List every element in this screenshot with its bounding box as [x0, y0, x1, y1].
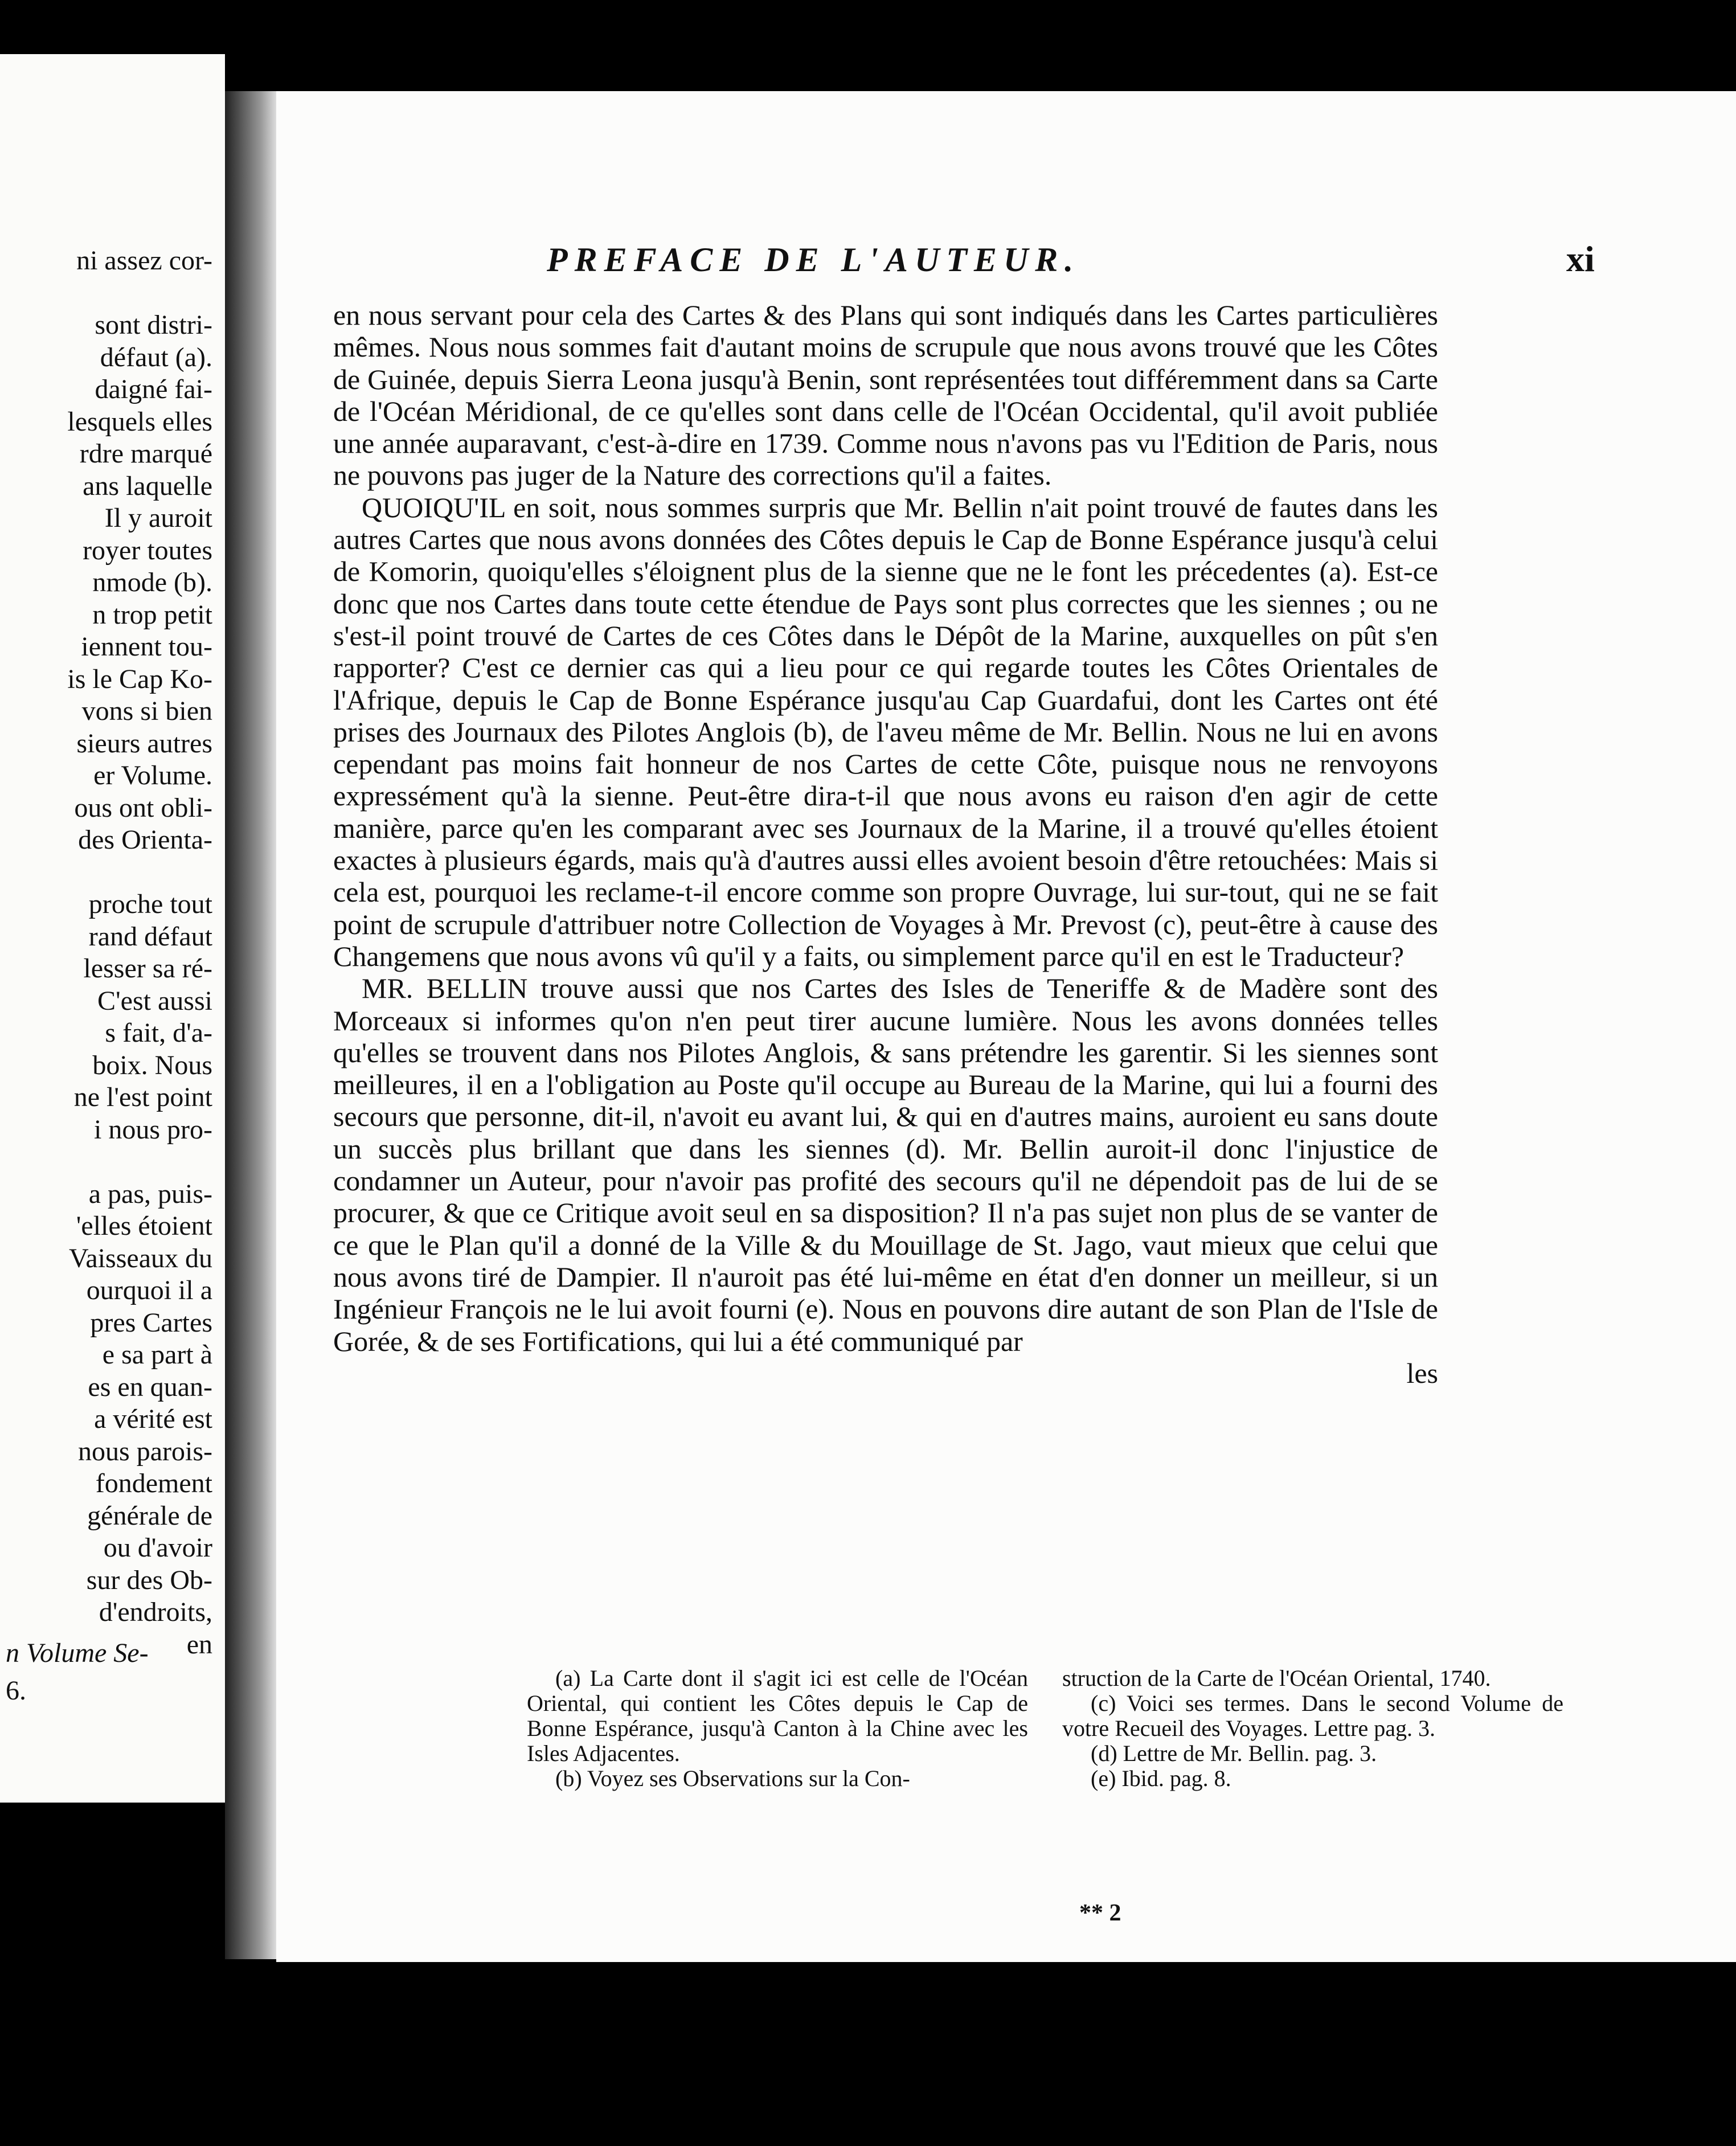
left-page-line: nmode (b).	[92, 567, 212, 597]
left-page-line: générale de	[87, 1500, 212, 1531]
left-page-line: Il y auroit	[104, 503, 212, 533]
footnote-b-continued: struction de la Carte de l'Océan Oriental, 1740.	[1062, 1665, 1491, 1691]
left-page-line: pres Cartes	[90, 1307, 212, 1338]
paragraph-2: QUOIQU'IL en soit, nous sommes surpris que Mr. Bellin n'ait point trouvé de fautes dans les autres Cartes que nous avons données des Côtes depuis le Cap de Bonne Espérance jusqu'à celui de Komorin, quoiqu'elles s'éloignent plus de la sienne que ne le font les précedentes (a). Est-ce donc que nos Cartes dans toute cette étendue de Pays sont plus correctes que les siennes ; ou ne s'est-il point trouvé de Cartes de ces Côtes dans le Dépôt de la Marine, auxquelles on pût s'en rapporter? C'est ce dernier cas qui a lieu pour ce qui regarde toutes les Côtes Orientales de l'Afrique, depuis le Cap de Bonne Espérance jusqu'au Cap Guardafui, dont les Cartes ont été prises des Journaux des Pilotes Anglois (b), de l'aveu même de Mr. Bellin. Nous ne lui en avons cependant pas moins fait honneur de nos Cartes de cette Côte, puisque nous ne renvoyons expressément qu'à la sienne. Peut-être dira-t-il que nous avons eu raison d'en agir de cette manière, parce qu'en les comparant avec ses Journaux de la Marine, il a trouvé qu'elles étoient exactes à plusieurs égards, mais qu'à d'autres aussi elles avoient besoin d'être retouchées: Mais si cela est, pourquoi les reclame-t-il encore comme son propre Ouvrage, lui sur-tout, qui ne se fait point de scrupule d'attribuer notre Collection de Voyages à Mr. Prevost (c), peut-être à cause des Changemens que nous avons vû qu'il y a faits, ou simplement parce qu'il en est le Traducteur?	[333, 491, 1438, 972]
left-page-line: en	[186, 1629, 212, 1660]
left-page-line: daigné fai-	[95, 374, 212, 404]
left-page-line: proche tout	[88, 889, 212, 919]
left-page-line: fondement	[95, 1468, 212, 1498]
left-page-line: a pas, puis-	[88, 1178, 212, 1209]
footnote-d: (d) Lettre de Mr. Bellin. pag. 3.	[1091, 1740, 1377, 1766]
running-title: PREFACE DE L'AUTEUR.	[547, 241, 1080, 279]
left-page-line: C'est aussi	[97, 985, 212, 1016]
footnote-e: (e) Ibid. pag. 8.	[1091, 1766, 1231, 1791]
left-page-line	[0, 857, 225, 889]
left-page-line	[0, 1146, 225, 1178]
book-gutter	[225, 91, 276, 1959]
left-page-footnote	[0, 1635, 225, 1710]
footnote-b: (b) Voyez ses Observations sur la Con-	[555, 1766, 910, 1791]
left-page-line: rdre marqué	[79, 439, 212, 469]
left-page-line: sieurs autres	[76, 728, 212, 759]
left-page-line: lesquels elles	[67, 406, 212, 437]
left-page-line: e sa part à	[102, 1340, 212, 1370]
footnotes-left-column	[527, 1666, 1028, 1791]
footnotes-right-column	[1062, 1666, 1563, 1791]
left-page-line: 'elles étoient	[76, 1211, 212, 1241]
left-page-line: d'endroits,	[99, 1597, 212, 1627]
left-page-line	[0, 277, 225, 310]
left-page-footnote-line: n Volume Se-	[6, 1638, 149, 1668]
left-page-line: n trop petit	[92, 599, 212, 630]
left-page-fragment	[0, 54, 225, 1803]
left-page-line: ne l'est point	[73, 1082, 212, 1112]
left-page-line: a vérité est	[94, 1404, 212, 1434]
left-page-line: is le Cap Ko-	[67, 664, 212, 694]
left-page-line: des Orienta-	[78, 825, 212, 855]
left-page-line: vons si bien	[81, 696, 212, 726]
paragraph-3: MR. BELLIN trouve aussi que nos Cartes des Isles de Teneriffe & de Madère sont des Morceaux si informes qu'on n'en peut tirer aucune lumière. Nous les avons données telles qu'elles se trouvent dans nos Pilotes Anglois, & sans prétendre les garentir. Si les siennes sont meilleures, il en a l'obligation au Poste qu'il occupe au Bureau de la Marine, qui lui a fourni des secours que personne, dit-il, n'avoit eu avant lui, & qui en d'autres mains, auroient eu sans doute un succès plus brillant que dans les siennes (d). Mr. Bellin auroit-il donc l'injustice de condamner un Auteur, pour n'avoir pas profité des secours qu'il ne dépendoit pas de lui de se procurer, & que ce Critique avoit seul en sa disposition? Il n'a pas sujet non plus de se vanter de ce que le Plan qu'il a donné de la Ville & du Mouillage de St. Jago, vaut mieux que celui que nous avons tiré de Dampier. Il n'auroit pas été lui-même en état d'en donner un meilleur, si un Ingénieur François ne le lui avoit fourni (e). Nous en pouvons dire autant de son Plan de l'Isle de Gorée, & de ses Fortifications, qui lui a été communiqué par	[333, 972, 1438, 1357]
left-page-line: ou d'avoir	[103, 1533, 212, 1563]
left-page-line: rand défaut	[88, 921, 212, 952]
left-page-text	[0, 245, 225, 1661]
left-page-line: i nous pro-	[94, 1114, 212, 1145]
left-page-line: s fait, d'a-	[105, 1018, 212, 1048]
left-page-line: er Volume.	[93, 760, 212, 791]
left-page-line: sur des Ob-	[86, 1565, 212, 1595]
left-page-line: boix. Nous	[92, 1050, 212, 1080]
left-page-line: ans laquelle	[83, 470, 212, 501]
left-page-line: ous ont obli-	[74, 792, 212, 823]
signature-mark: ** 2	[1079, 1900, 1121, 1926]
left-page-line: défaut (a).	[100, 342, 212, 372]
catchword: les	[1406, 1357, 1438, 1389]
left-page-line: nous parois-	[78, 1436, 212, 1467]
left-page-line: sont distri-	[95, 310, 212, 340]
paragraph-1: en nous servant pour cela des Cartes & des Plans qui sont indiqués dans les Cartes particulières mêmes. Nous nous sommes fait d'autant moins de scrupule que nous avons trouvé que les Côtes de Guinée, depuis Sierra Leona jusqu'à Benin, sont représentées tout différemment dans sa Carte de l'Océan Méridional, de ce qu'elles sont dans celle de l'Océan Occidental, qu'il avoit publiée une année auparavant, c'est-à-dire en 1739. Comme nous n'avons pas vu l'Edition de Paris, nous ne pouvons pas juger de la Nature des corrections qu'il a faites.	[333, 299, 1438, 492]
left-page-line: es en quan-	[88, 1371, 212, 1402]
left-page-line: lesser sa ré-	[83, 953, 212, 984]
left-page-line: Vaisseaux du	[69, 1243, 212, 1273]
page-number: xi	[1566, 239, 1595, 279]
footnote-c: (c) Voici ses termes. Dans le second Volume de votre Recueil des Voyages. Lettre pag. 3.	[1062, 1690, 1563, 1741]
book-page	[276, 91, 1736, 1962]
left-page-line: ourquoi il a	[86, 1275, 212, 1305]
left-page-line: iennent tou-	[81, 632, 212, 662]
footnote-a: (a) La Carte dont il s'agit ici est celle de l'Océan Oriental, qui contient les Côtes depuis le Cap de Bonne Espérance, jusqu'à Canton à la Chine avec les Isles Adjacentes.	[527, 1665, 1028, 1766]
left-page-footnote-line: 6.	[6, 1676, 26, 1706]
left-page-line: royer toutes	[83, 535, 212, 566]
left-page-line: ni assez cor-	[76, 245, 212, 276]
page-body	[333, 299, 1438, 1389]
